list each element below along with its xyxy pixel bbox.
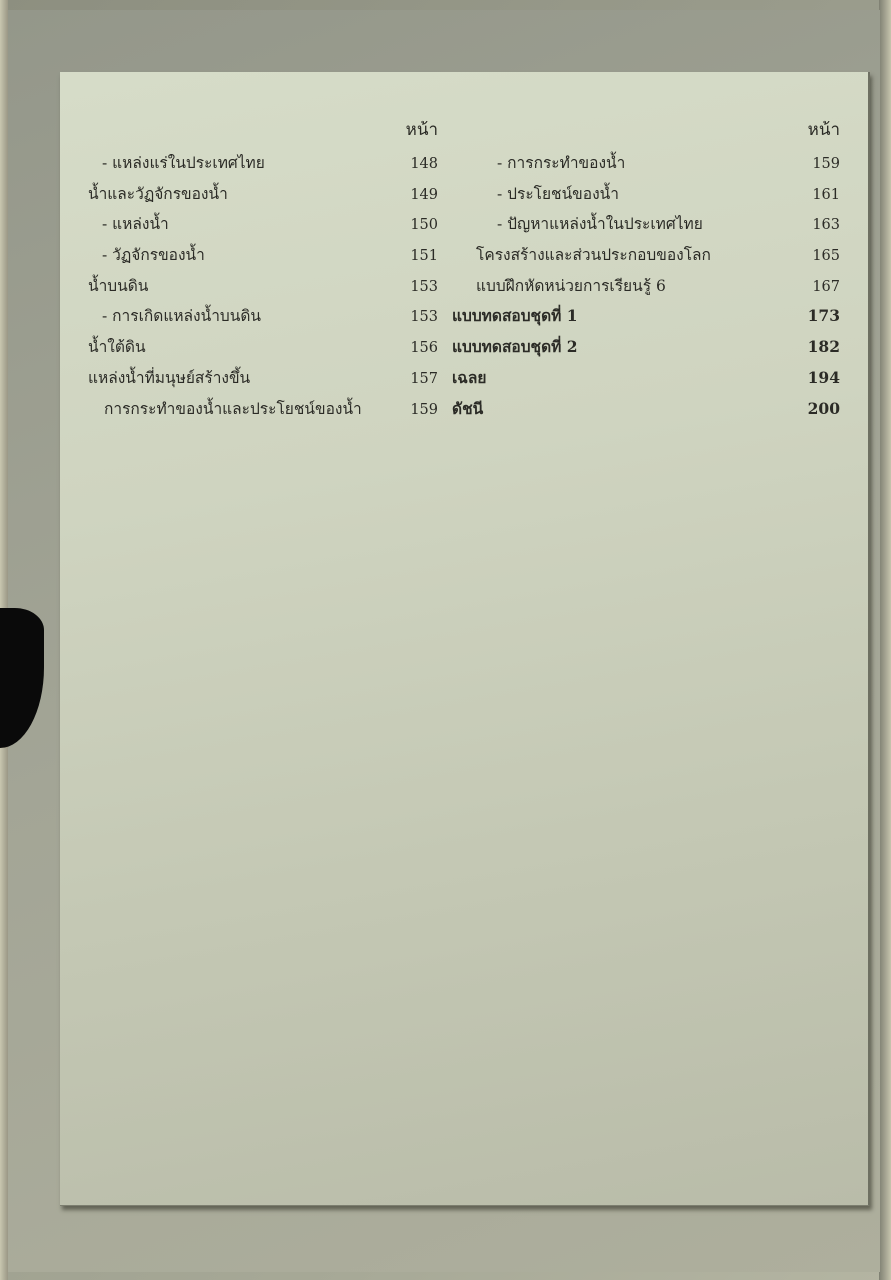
toc-entry-page: 150 [410,217,438,234]
toc-entry-title: น้ำและวัฏจักรของน้ำ [88,184,228,203]
toc-entry-page: 157 [410,370,438,387]
toc-entry [452,273,840,304]
toc-entry-title: - แหล่งน้ำ [102,215,169,234]
background-edge-right [879,0,891,1280]
toc-entry-title: การกระทำของน้ำและประโยชน์ของน้ำ [104,399,362,418]
toc-entry-title: - ประโยชน์ของน้ำ [497,184,619,203]
toc-entry-page: 165 [812,248,840,265]
toc-entry-page: 173 [807,306,840,326]
toc-entry [452,211,840,242]
toc-entry-title: - วัฏจักรของน้ำ [102,246,205,265]
toc-entry [452,150,840,181]
toc-entry [452,242,840,273]
toc-entry [452,334,840,365]
toc-entry [88,242,438,273]
page-column-header: หน้า [807,120,840,140]
toc-entry [88,334,438,365]
toc-entry-page: 163 [812,217,840,234]
toc-entry-page: 153 [410,278,438,295]
toc-entry-title: แหล่งน้ำที่มนุษย์สร้างขึ้น [88,368,251,387]
toc-entry-page: 194 [807,367,840,387]
toc-entry-title: - ปัญหาแหล่งน้ำในประเทศไทย [497,215,703,234]
toc-entry-title: แบบทดสอบชุดที่ 1 [452,306,578,326]
toc-entry [88,365,438,396]
toc-entry-page: 148 [410,156,438,172]
toc-entry-page: 159 [812,156,840,172]
toc-entry [452,365,840,396]
toc-entry-page: 153 [410,309,438,326]
toc-entry [452,303,840,334]
toc-entry [452,181,840,212]
toc-entry-page: 156 [410,340,438,357]
toc-entry [88,181,438,212]
page-column-header: หน้า [405,120,438,140]
toc-entry-title: - แหล่งแร่ในประเทศไทย [102,154,265,172]
toc-entry-page: 159 [410,401,438,418]
toc-entry-title: ดัชนี [452,398,484,418]
toc-entry-page: 151 [410,248,438,265]
toc-entry-title: โครงสร้างและส่วนประกอบของโลก [476,246,711,265]
toc-entry-page: 149 [410,186,438,203]
toc-entry [88,303,438,334]
toc-entry-title: แบบฝึกหัดหน่วยการเรียนรู้ 6 [476,276,666,295]
toc-entry-title: เฉลย [452,367,487,387]
toc-entry [452,396,840,427]
toc-entry-page: 182 [807,337,840,357]
toc-entry [88,211,438,242]
toc-entry-title: - การกระทำของน้ำ [497,154,626,172]
toc-entry [88,273,438,304]
toc-entry [88,396,438,427]
toc-page [60,72,870,1206]
toc-entry [88,150,438,181]
toc-entry-page: 167 [812,278,840,295]
toc-entry-title: - การเกิดแหล่งน้ำบนดิน [102,307,261,326]
toc-entry-title: แบบทดสอบชุดที่ 2 [452,337,578,357]
toc-column-left [88,118,438,426]
toc-entry-title: น้ำใต้ดิน [88,338,146,357]
toc-entry-page: 200 [807,398,840,418]
toc-column-right [452,118,840,426]
toc-entry-title: น้ำบนดิน [88,276,149,295]
toc-entry-page: 161 [812,186,840,203]
